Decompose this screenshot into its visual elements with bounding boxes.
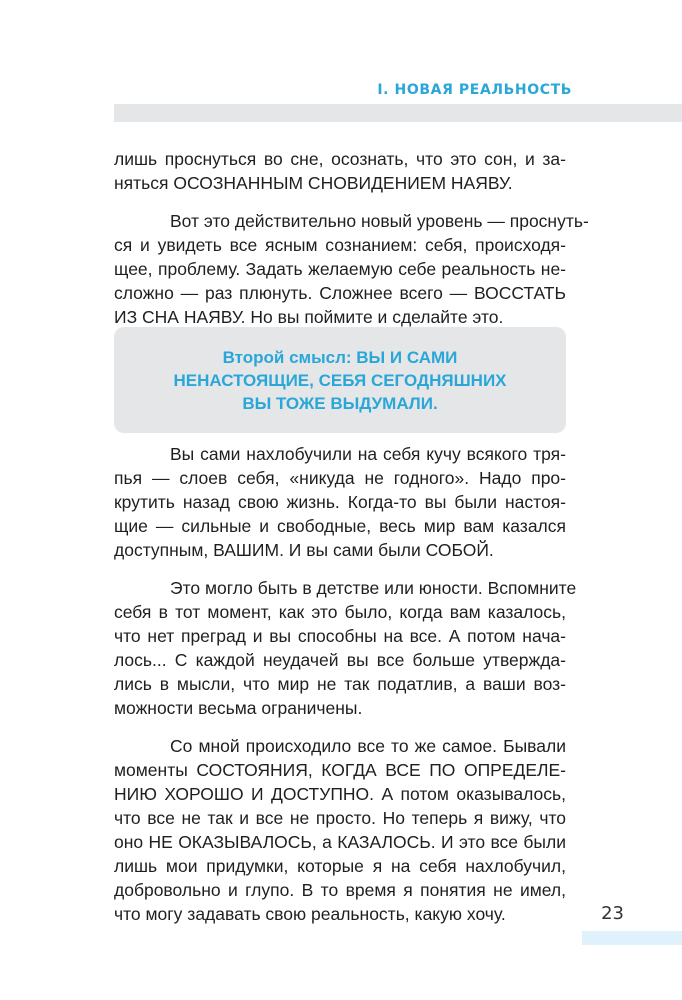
callout-line: ВЫ ТОЖЕ ВЫДУМАЛИ. — [242, 393, 438, 413]
page-number: 23 — [601, 903, 624, 924]
text-line: лишь мои придумки, которые я на себя нахлобучил, — [114, 856, 566, 876]
text-line: можности весьма ограничены. — [114, 698, 363, 718]
text-line: Вы сами нахлобучили на себя кучу всякого тря- — [170, 444, 566, 464]
text-line: доступным, ВАШИМ. И вы сами были СОБОЙ. — [114, 540, 494, 560]
text-line: оно НЕ ОКАЗЫВАЛОСЬ, а КАЗАЛОСЬ. И это все были — [114, 832, 566, 852]
text-line: щие — сильные и свободные, весь мир вам казался — [114, 516, 566, 536]
callout-box — [114, 327, 566, 433]
text-line: Вот это действительно новый уровень — проснуть- — [170, 211, 589, 231]
callout-line: Второй смысл: ВЫ И САМИ — [222, 347, 458, 367]
text-line: няться ОСОЗНАННЫМ СНОВИДЕНИЕМ НАЯВУ. — [114, 173, 513, 193]
text-line: Со мной происходило все то же самое. Бывали — [170, 736, 566, 756]
body-text-bottom — [114, 442, 577, 940]
callout-line: НЕНАСТОЯЩИЕ, СЕБЯ СЕГОДНЯШНИХ — [173, 370, 507, 390]
body-text-top — [114, 147, 589, 343]
text-line: пья — слоев себя, «никуда не годного». Надо про- — [114, 468, 566, 488]
text-line: ся и увидеть все ясным сознанием: себя, происходя- — [114, 235, 566, 255]
text-line: НИЮ ХОРОШО И ДОСТУПНО. А потом оказывалось, — [114, 784, 566, 804]
text-line: крутить назад свою жизнь. Когда-то вы были настоя- — [114, 492, 566, 512]
paragraph — [114, 442, 566, 562]
paragraph — [114, 734, 566, 926]
text-line: лось... С каждой неудачей вы все больше утвержда- — [114, 650, 566, 670]
text-line: что все не так и все не просто. Но теперь я вижу, что — [114, 808, 566, 828]
text-line: сложно — раз плюнуть. Сложнее всего — ВОССТАТЬ — [114, 283, 566, 303]
header-bar — [114, 104, 682, 122]
footer-bar — [582, 931, 682, 945]
paragraph — [114, 576, 577, 720]
text-line: Это могло быть в детстве или юности. Вспомните — [170, 578, 577, 598]
text-line: себя в тот момент, как это было, когда вам казалось, — [114, 602, 566, 622]
text-line: ИЗ СНА НАЯВУ. Но вы поймите и сделайте это. — [114, 307, 504, 327]
text-line: что нет преград и вы способны на все. А потом нача- — [114, 626, 566, 646]
text-line: моменты СОСТОЯНИЯ, КОГДА ВСЕ ПО ОПРЕДЕЛЕ- — [114, 760, 566, 780]
text-line: лишь проснуться во сне, осознать, что это сон, и за- — [114, 149, 566, 169]
text-line: щее, проблему. Задать желаемую себе реальность не- — [114, 259, 566, 279]
text-line: добровольно и глупо. В то время я понятия не имел, — [114, 880, 566, 900]
text-line: лись в мысли, что мир не так податлив, а ваши воз- — [114, 674, 566, 694]
paragraph — [114, 147, 566, 195]
section-title: I. НОВАЯ РЕАЛЬНОСТЬ — [377, 82, 572, 98]
text-line: что могу задавать свою реальность, какую хочу. — [114, 904, 506, 924]
paragraph — [114, 209, 589, 329]
